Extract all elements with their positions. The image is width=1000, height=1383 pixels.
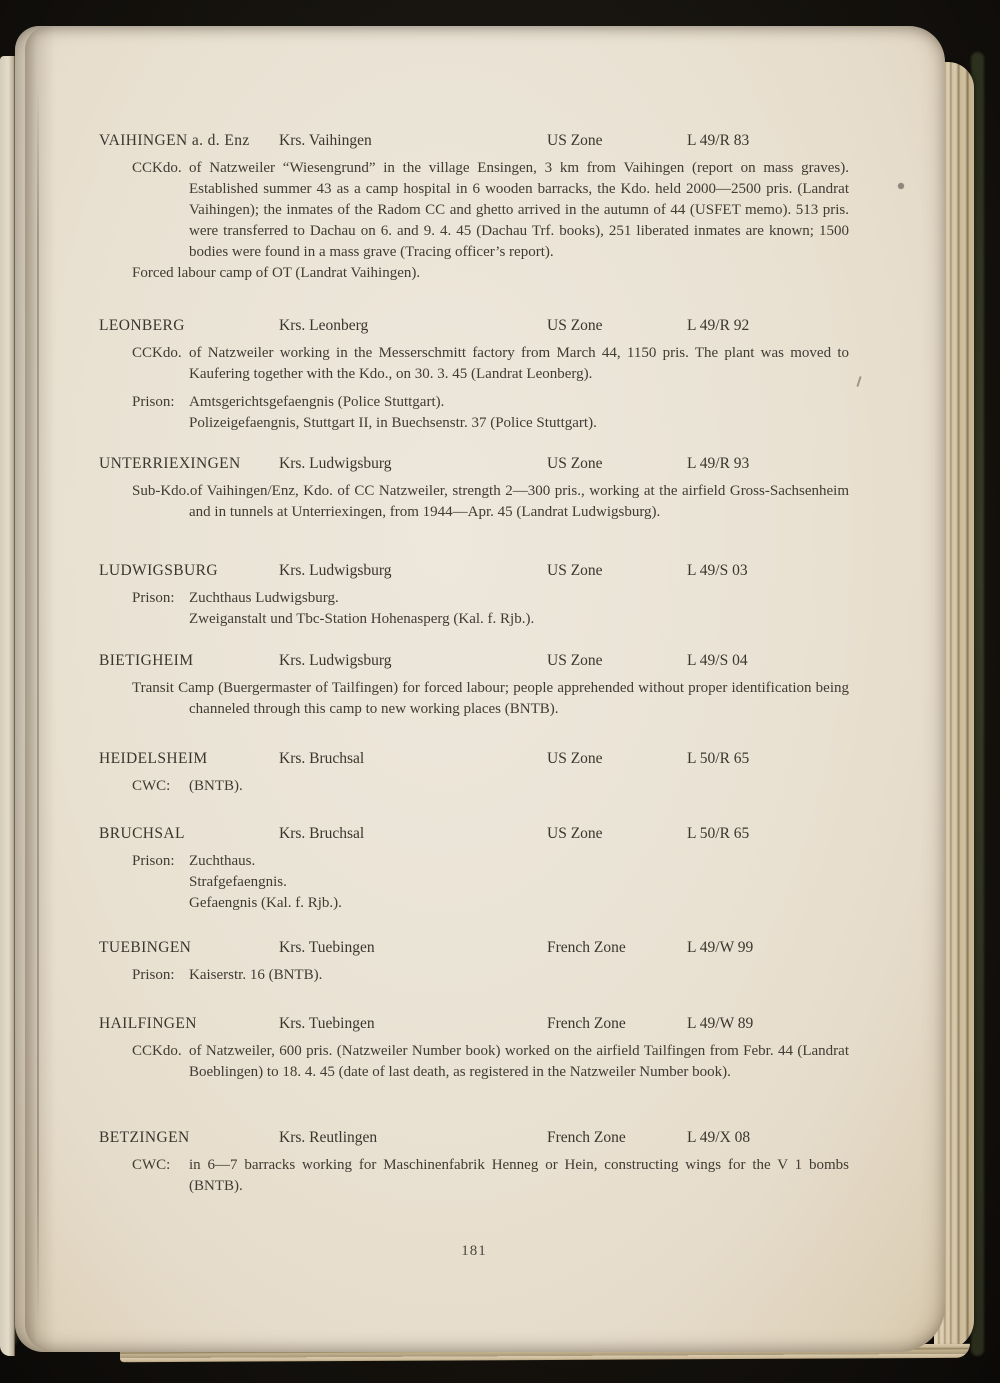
camp-entry — [99, 749, 849, 797]
paragraph-label: CCKdo. — [132, 345, 182, 361]
camp-entry — [99, 131, 849, 284]
list-label: Prison: — [132, 967, 175, 983]
page-number: 181 — [461, 1243, 487, 1259]
entry-zone: French Zone — [547, 939, 626, 956]
entry-paragraph: CCKdo. of Natzweiler, 600 pris. (Natzweiler Number book) worked on the airfield Tailfingen from Febr. 44 (Landrat Boeblingen) to 18. 4. 45 (date of last death, as registered in the Natzweiler Number book). — [132, 1043, 849, 1080]
list-line: Gefaengnis (Kal. f. Rjb.). — [189, 895, 342, 911]
entry-header — [99, 651, 849, 671]
entry-grid-ref: L 50/R 65 — [687, 825, 750, 842]
entry-zone: French Zone — [547, 1129, 626, 1146]
entry-name: TUEBINGEN — [99, 939, 192, 956]
entry-items — [99, 851, 849, 914]
entry-grid-ref: L 49/W 89 — [687, 1015, 754, 1032]
entry-district: Krs. Ludwigsburg — [279, 455, 392, 472]
entry-paragraph: CWC: in 6—7 barracks working for Maschinenfabrik Henneg or Hein, constructing wings for the V 1 bombs (BNTB). — [132, 1157, 849, 1194]
entry-header — [99, 1128, 849, 1148]
list-line: Zweiganstalt und Tbc-Station Hohenasperg (Kal. f. Rjb.). — [189, 611, 535, 627]
list-line: Zuchthaus Ludwigsburg. — [189, 590, 339, 606]
entry-zone: US Zone — [547, 132, 603, 149]
entry-paragraph: Forced labour camp of OT (Landrat Vaihingen). — [132, 265, 421, 281]
camp-entry — [99, 938, 849, 986]
entry-labeled-list — [99, 851, 849, 914]
paragraph-label: CWC: — [132, 1157, 171, 1173]
entry-name: BETZINGEN — [99, 1129, 190, 1146]
entry-header — [99, 561, 849, 581]
paragraph-label: Sub-Kdo. — [132, 483, 190, 499]
entry-labeled-list — [99, 392, 849, 434]
camp-entry — [99, 1014, 849, 1083]
entry-grid-ref: L 49/X 08 — [687, 1129, 751, 1146]
entry-labeled-list — [99, 776, 849, 797]
entry-zone: French Zone — [547, 1015, 626, 1032]
camp-entry — [99, 651, 849, 720]
entry-name: LEONBERG — [99, 317, 185, 334]
entry-labeled-list — [99, 965, 849, 986]
entry-header — [99, 1014, 849, 1034]
entry-paragraph: CCKdo. of Natzweiler working in the Messerschmitt factory from March 44, 1150 pris. The plant was moved to Kaufering together with the Kdo., on 30. 3. 45 (Landrat Leonberg). — [132, 345, 849, 382]
entry-grid-ref: L 49/W 99 — [687, 939, 754, 956]
entry-district: Krs. Bruchsal — [279, 825, 365, 842]
entry-zone: US Zone — [547, 652, 603, 669]
entry-name: LUDWIGSBURG — [99, 562, 218, 579]
camp-entry — [99, 454, 849, 523]
entry-grid-ref: L 50/R 65 — [687, 750, 750, 767]
list-line: Amtsgerichtsgefaengnis (Police Stuttgart). — [189, 394, 445, 410]
entry-grid-ref: L 49/R 93 — [687, 455, 750, 472]
entry-district: Krs. Reutlingen — [279, 1129, 378, 1146]
list-label: Prison: — [132, 853, 175, 869]
entry-district: Krs. Leonberg — [279, 317, 369, 334]
entry-header — [99, 749, 849, 769]
camp-entry — [99, 316, 849, 434]
entry-zone: US Zone — [547, 317, 603, 334]
scanned-page — [15, 26, 945, 1352]
entry-zone: US Zone — [547, 455, 603, 472]
entry-items — [99, 158, 849, 284]
entry-grid-ref: L 49/S 03 — [687, 562, 748, 579]
entry-items — [99, 1155, 849, 1197]
entry-items — [99, 965, 849, 986]
entry-paragraph: CCKdo. of Natzweiler “Wiesengrund” in the village Ensingen, 3 km from Vaihingen (report on mass graves). Established summer 43 as a camp hospital in 6 wooden barracks, the Kdo. held 2000—2500 pris. (Landrat Vaihingen); the inmates of the Radom CC and ghetto arrived in the autumn of 44 (USFET memo). 513 pris. were transferred to Dachau on 6. and 9. 4. 45 (Dachau Trf. books), 251 liberated inmates are known; 1500 bodies were found in a mass grave (Tracing officer’s report). — [132, 160, 849, 260]
ink-speck — [856, 376, 861, 387]
list-label: CWC: — [132, 778, 171, 794]
entry-header — [99, 131, 849, 151]
entry-items — [99, 776, 849, 797]
entry-header — [99, 454, 849, 474]
list-line: Zuchthaus. — [189, 853, 256, 869]
entry-name: BIETIGHEIM — [99, 652, 194, 669]
camp-entry — [99, 824, 849, 914]
entry-grid-ref: L 49/R 92 — [687, 317, 750, 334]
entry-items — [99, 678, 849, 720]
entry-labeled-list — [99, 588, 849, 630]
entry-zone: US Zone — [547, 825, 603, 842]
entry-district: Krs. Bruchsal — [279, 750, 365, 767]
entry-zone: US Zone — [547, 750, 603, 767]
entry-header — [99, 316, 849, 336]
list-label: Prison: — [132, 590, 175, 606]
entry-name: UNTERRIEXINGEN — [99, 455, 241, 472]
entry-district: Krs. Ludwigsburg — [279, 562, 392, 579]
entry-items — [99, 1041, 849, 1083]
entry-paragraph: Sub-Kdo.of Vaihingen/Enz, Kdo. of CC Natzweiler, strength 2—300 pris., working at the airfield Gross-Sachsenheim and in tunnels at Unterriexingen, from 1944—Apr. 45 (Landrat Ludwigsburg). — [132, 483, 849, 520]
paragraph-label: CCKdo. — [132, 1043, 182, 1059]
camp-entry — [99, 561, 849, 630]
list-line: Kaiserstr. 16 (BNTB). — [189, 967, 323, 983]
camp-entry — [99, 1128, 849, 1197]
list-line: (BNTB). — [189, 778, 243, 794]
ink-speck — [898, 183, 904, 189]
entry-name: HAILFINGEN — [99, 1015, 197, 1032]
entry-name: VAIHINGEN a. d. Enz — [99, 132, 250, 149]
entry-items — [99, 588, 849, 630]
entry-name: HEIDELSHEIM — [99, 750, 208, 767]
entry-items — [99, 343, 849, 434]
entry-grid-ref: L 49/R 83 — [687, 132, 750, 149]
list-line: Strafgefaengnis. — [189, 874, 287, 890]
entry-zone: US Zone — [547, 562, 603, 579]
entry-paragraph: Transit Camp (Buergermaster of Tailfingen) for forced labour; people apprehended without proper identification being channeled through this camp to new working places (BNTB). — [132, 680, 849, 717]
entry-name: BRUCHSAL — [99, 825, 185, 842]
entry-header — [99, 938, 849, 958]
entry-items — [99, 481, 849, 523]
entry-district: Krs. Vaihingen — [279, 132, 372, 149]
list-line: Polizeigefaengnis, Stuttgart II, in Buechsenstr. 37 (Police Stuttgart). — [189, 415, 597, 431]
list-label: Prison: — [132, 394, 175, 410]
gutter-crease — [25, 26, 55, 1352]
paragraph-label: CCKdo. — [132, 160, 182, 176]
gutter-line — [37, 86, 39, 1326]
entry-grid-ref: L 49/S 04 — [687, 652, 748, 669]
entry-district: Krs. Tuebingen — [279, 939, 375, 956]
entry-header — [99, 824, 849, 844]
entry-district: Krs. Tuebingen — [279, 1015, 375, 1032]
entry-district: Krs. Ludwigsburg — [279, 652, 392, 669]
facing-page-edge — [0, 56, 15, 1356]
